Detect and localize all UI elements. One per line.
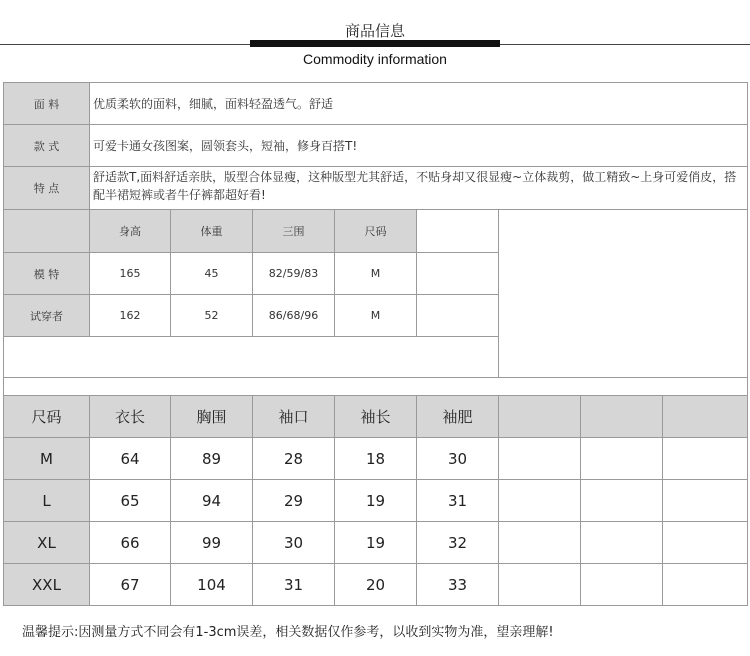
size-header-size: 尺码 (3, 395, 90, 438)
tester-row-label: 试穿者 (3, 294, 90, 337)
size-header-cuff: 袖口 (252, 395, 335, 438)
fabric-value: 优质柔软的面料，细腻，面料轻盈透气。舒适 (89, 82, 748, 125)
size-cell-sleeve-width: 30 (416, 437, 499, 480)
size-header-sleeve-length: 袖长 (334, 395, 417, 438)
size-cell-sleeve-length: 19 (334, 521, 417, 564)
size-cell-length: 64 (89, 437, 171, 480)
size-cell-empty (662, 479, 748, 522)
model-empty-cell (416, 252, 499, 295)
size-cell-sleeve-length: 20 (334, 563, 417, 606)
model-side-empty (498, 209, 748, 378)
tester-measurements: 86/68/96 (252, 294, 335, 337)
size-row-label: M (3, 437, 90, 480)
tester-weight: 52 (170, 294, 253, 337)
size-cell-cuff: 30 (252, 521, 335, 564)
tester-height: 162 (89, 294, 171, 337)
size-cell-sleeve-length: 18 (334, 437, 417, 480)
size-header-empty (662, 395, 748, 438)
model-height: 165 (89, 252, 171, 295)
size-cell-chest: 89 (170, 437, 253, 480)
model-empty-cell (416, 294, 499, 337)
size-cell-empty (498, 521, 581, 564)
size-cell-length: 66 (89, 521, 171, 564)
size-cell-empty (662, 563, 748, 606)
size-cell-chest: 104 (170, 563, 253, 606)
size-cell-sleeve-width: 32 (416, 521, 499, 564)
size-row-label: XL (3, 521, 90, 564)
page-title: 商品信息 (344, 22, 405, 40)
header-accent-bar (250, 40, 500, 47)
model-empty-cell (416, 209, 499, 253)
size-cell-chest: 94 (170, 479, 253, 522)
size-cell-cuff: 28 (252, 437, 335, 480)
model-table-corner (3, 209, 90, 253)
model-header-height: 身高 (89, 209, 171, 253)
size-header-chest: 胸围 (170, 395, 253, 438)
size-cell-length: 67 (89, 563, 171, 606)
size-cell-cuff: 31 (252, 563, 335, 606)
spacer-row (3, 377, 748, 396)
size-cell-sleeve-width: 31 (416, 479, 499, 522)
size-cell-length: 65 (89, 479, 171, 522)
size-cell-empty (580, 479, 663, 522)
model-row-label: 模 特 (3, 252, 90, 295)
style-value: 可爱卡通女孩图案，圆领套头，短袖，修身百搭T! (89, 124, 748, 167)
size-cell-empty (498, 437, 581, 480)
model-measurements: 82/59/83 (252, 252, 335, 295)
size-cell-sleeve-length: 19 (334, 479, 417, 522)
measurement-note: 温馨提示:因测量方式不同会有1-3cm误差，相关数据仅作参考，以收到实物为准，望亲理解! (22, 625, 554, 640)
size-cell-empty (662, 521, 748, 564)
size-header-empty (580, 395, 663, 438)
model-header-measurements: 三围 (252, 209, 335, 253)
size-cell-empty (498, 563, 581, 606)
size-header-sleeve-width: 袖肥 (416, 395, 499, 438)
fabric-label: 面 料 (3, 82, 90, 125)
page-subtitle: Commodity information (303, 51, 447, 67)
tester-size: M (334, 294, 417, 337)
size-row-label: XXL (3, 563, 90, 606)
size-cell-sleeve-width: 33 (416, 563, 499, 606)
size-cell-empty (580, 521, 663, 564)
size-cell-empty (580, 437, 663, 480)
size-cell-chest: 99 (170, 521, 253, 564)
feature-value: 舒适款T,面料舒适亲肤，版型合体显瘦，这种版型尤其舒适，不贴身却又很显瘦~立体裁剪，做工精致~上身可爱俏皮，搭配半裙短裤或者牛仔裤都超好看! (89, 166, 748, 210)
size-cell-empty (580, 563, 663, 606)
model-empty-row (3, 336, 499, 378)
model-weight: 45 (170, 252, 253, 295)
size-row-label: L (3, 479, 90, 522)
model-header-size: 尺码 (334, 209, 417, 253)
size-cell-empty (662, 437, 748, 480)
style-label: 款 式 (3, 124, 90, 167)
feature-label: 特 点 (3, 166, 90, 210)
model-size: M (334, 252, 417, 295)
model-header-weight: 体重 (170, 209, 253, 253)
size-cell-empty (498, 479, 581, 522)
size-cell-cuff: 29 (252, 479, 335, 522)
size-header-length: 衣长 (89, 395, 171, 438)
size-header-empty (498, 395, 581, 438)
